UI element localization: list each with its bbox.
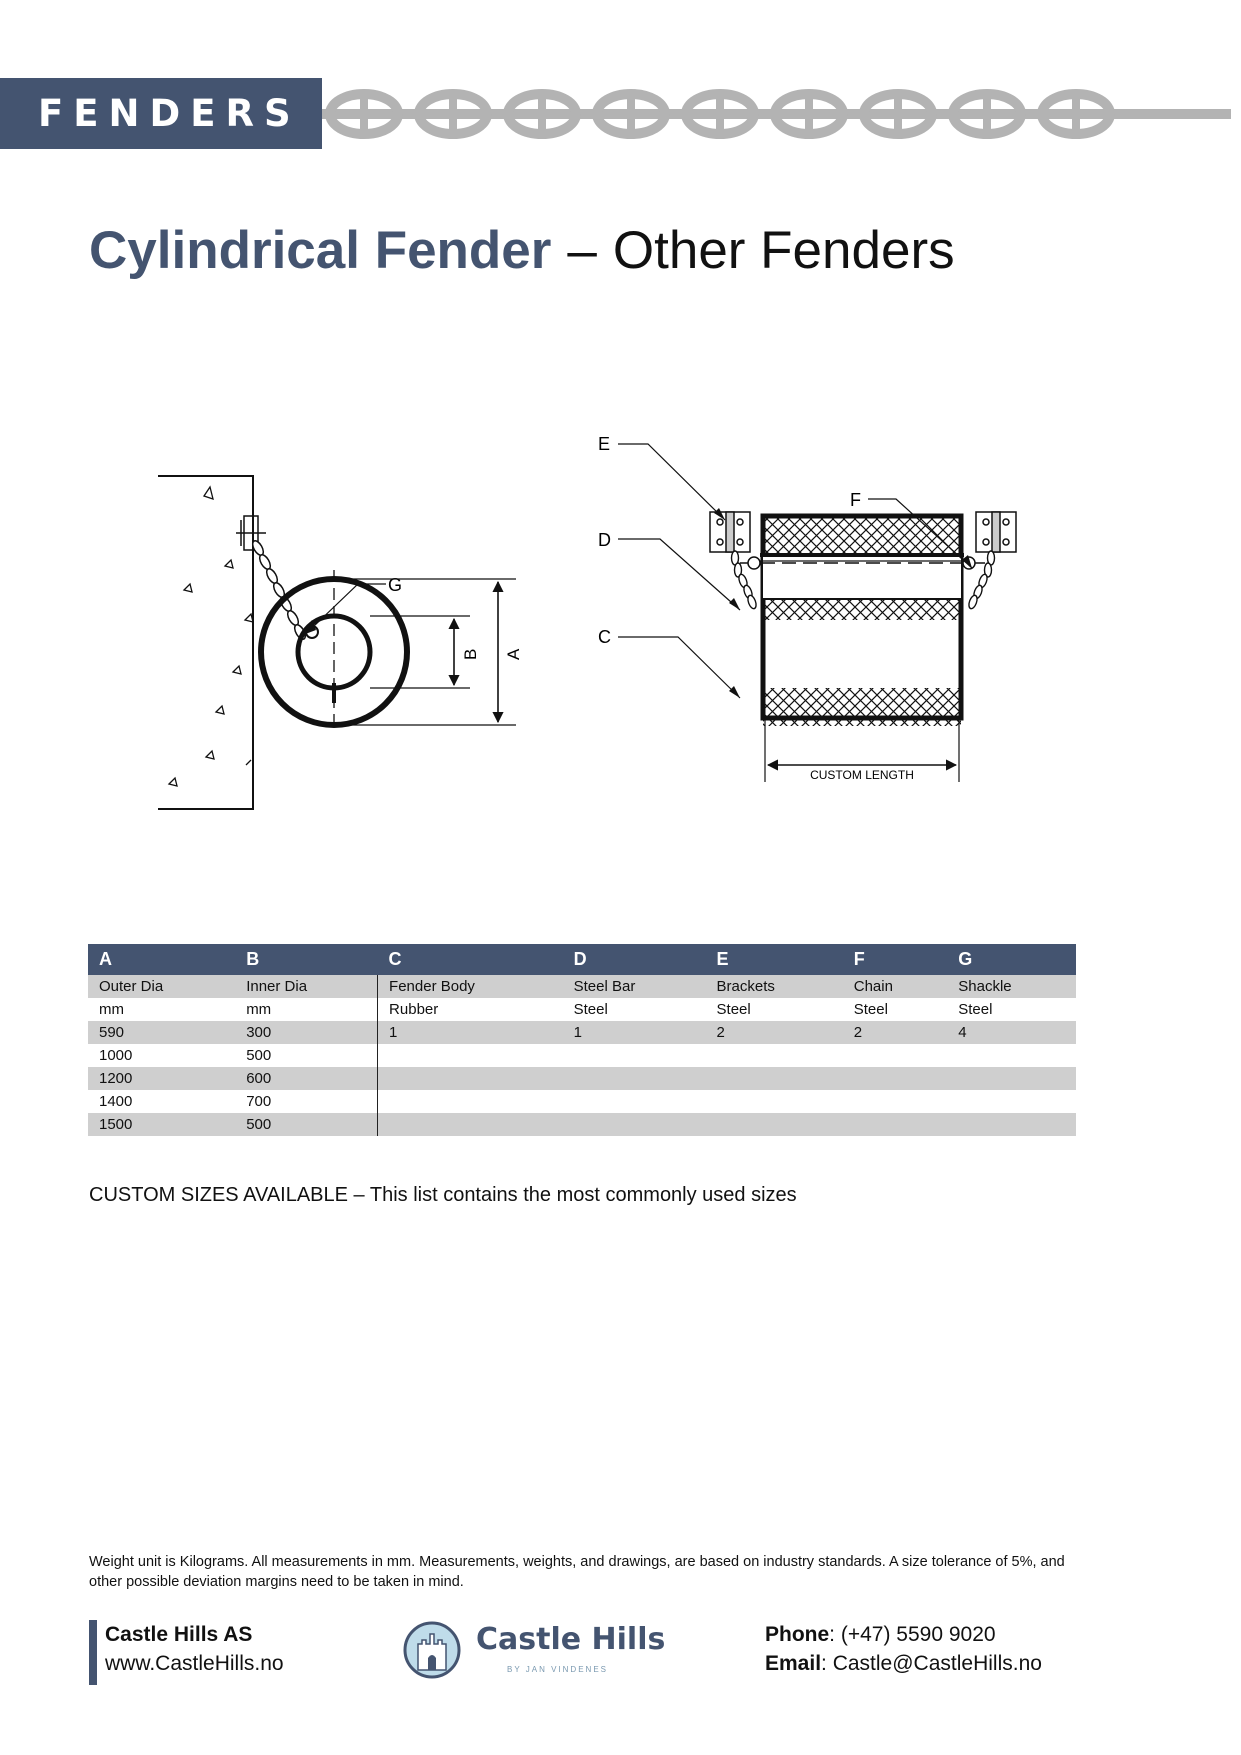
table-cell: 1 bbox=[378, 1021, 563, 1044]
specification-table bbox=[88, 944, 1076, 1136]
table-cell: 300 bbox=[235, 1021, 377, 1044]
product-name: Cylindrical Fender bbox=[89, 221, 552, 280]
table-cell bbox=[378, 1113, 563, 1136]
label-f: F bbox=[850, 490, 861, 510]
table-cell: Steel bbox=[853, 1001, 888, 1018]
table-cell: Inner Dia bbox=[235, 975, 377, 998]
dimension-lines bbox=[334, 579, 516, 725]
logo-text: Castle Hills bbox=[476, 1622, 666, 1657]
table-cell: 1500 bbox=[88, 1113, 235, 1136]
cylindrical-fender-side-view bbox=[740, 516, 985, 726]
technical-drawing bbox=[140, 420, 1060, 820]
table-cell bbox=[378, 1044, 563, 1067]
chain-decoration bbox=[322, 82, 1231, 146]
table-cell: 1000 bbox=[99, 1047, 133, 1064]
table-header-letters bbox=[88, 944, 1076, 975]
chain-link-stud bbox=[716, 96, 724, 132]
product-category: Other Fenders bbox=[612, 221, 955, 280]
chain-link-stud bbox=[983, 96, 991, 132]
chain-link-stud bbox=[627, 96, 635, 132]
table-cell bbox=[843, 1044, 948, 1067]
table-cell bbox=[563, 1067, 706, 1090]
table-row bbox=[88, 1090, 1076, 1113]
label-e: E bbox=[598, 434, 611, 454]
table-header-units bbox=[88, 998, 1076, 1021]
table-cell bbox=[947, 1090, 1076, 1113]
label-b: B bbox=[461, 648, 480, 660]
table-cell bbox=[843, 1090, 948, 1113]
table-cell bbox=[843, 1067, 948, 1090]
table-cell bbox=[378, 1090, 563, 1113]
heading-dash: – bbox=[567, 221, 597, 280]
table-cell: Shackle bbox=[947, 975, 1076, 998]
table-cell bbox=[563, 1090, 706, 1113]
table-cell: 500 bbox=[235, 1113, 377, 1136]
table-cell: mm bbox=[246, 1001, 272, 1018]
table-cell: Steel bbox=[573, 1001, 608, 1018]
table-cell: Rubber bbox=[378, 998, 563, 1021]
table-cell: 1400 bbox=[99, 1093, 133, 1110]
chain-link-stud bbox=[538, 96, 546, 132]
label-g: G bbox=[388, 575, 403, 595]
table-cell: F bbox=[843, 944, 948, 975]
disclaimer-text: Weight unit is Kilograms. All measurements in mm. Measurements, weights, and drawings, are based on industry standards. A size tolerance of 5%, and other possible deviation margins need to be taken in mind. bbox=[89, 1554, 1065, 1590]
table-cell: Chain bbox=[843, 975, 948, 998]
table-cell: D bbox=[563, 944, 706, 975]
company-name: Castle Hills AS bbox=[105, 1623, 253, 1646]
table-cell bbox=[706, 1090, 843, 1113]
table-cell: Steel Bar bbox=[563, 975, 706, 998]
chain-link-stud bbox=[1072, 96, 1080, 132]
table-row bbox=[88, 1044, 1076, 1067]
quay-wall bbox=[158, 476, 253, 809]
castle-logo-icon bbox=[402, 1620, 462, 1680]
email-address[interactable]: : Castle@CastleHills.no bbox=[821, 1652, 1042, 1675]
label-c: C bbox=[598, 627, 611, 647]
table-cell: 1 bbox=[563, 1021, 706, 1044]
email-label: Email bbox=[765, 1652, 822, 1675]
table-cell: 500 bbox=[246, 1047, 272, 1064]
footer-accent-bar bbox=[89, 1620, 97, 1685]
contact-info bbox=[765, 1620, 1042, 1678]
table-cell bbox=[706, 1067, 843, 1090]
label-a: A bbox=[504, 648, 523, 660]
table-header-names bbox=[88, 975, 1076, 998]
table-cell: 2 bbox=[843, 1021, 948, 1044]
chain-link-stud bbox=[449, 96, 457, 132]
table-row bbox=[88, 1113, 1076, 1136]
table-cell: mm bbox=[99, 1001, 124, 1018]
chain-link-stud bbox=[894, 96, 902, 132]
table-cell: 590 bbox=[88, 1021, 235, 1044]
phone-number[interactable]: : (+47) 5590 9020 bbox=[829, 1623, 996, 1646]
page-heading bbox=[89, 220, 955, 281]
table-cell: 700 bbox=[246, 1093, 272, 1110]
table-cell bbox=[563, 1044, 706, 1067]
table-row bbox=[88, 1067, 1076, 1090]
table-cell: A bbox=[88, 944, 235, 975]
label-d: D bbox=[598, 530, 611, 550]
table-cell: E bbox=[706, 944, 843, 975]
section-title: FENDERS bbox=[38, 92, 301, 135]
bracket-right bbox=[976, 512, 1016, 552]
table-cell: 1200 bbox=[88, 1067, 235, 1090]
table-cell: B bbox=[235, 944, 377, 975]
phone-label: Phone bbox=[765, 1623, 830, 1646]
table-cell bbox=[563, 1113, 706, 1136]
company-info bbox=[105, 1620, 284, 1678]
section-banner bbox=[0, 78, 322, 149]
custom-sizes-note: CUSTOM SIZES AVAILABLE – This list contains the most commonly used sizes bbox=[89, 1184, 797, 1206]
table-cell bbox=[947, 1067, 1076, 1090]
table-cell bbox=[843, 1113, 948, 1136]
company-logo bbox=[402, 1618, 666, 1688]
logo-subtext: BY JAN VINDENES bbox=[507, 1665, 608, 1674]
phone-line bbox=[765, 1620, 1042, 1649]
table-cell: Fender Body bbox=[378, 975, 563, 998]
label-custom-length: CUSTOM LENGTH bbox=[810, 768, 914, 782]
table-cell: Brackets bbox=[706, 975, 843, 998]
table-cell: 600 bbox=[235, 1067, 377, 1090]
table-cell: Steel bbox=[958, 1001, 993, 1018]
table-cell: C bbox=[378, 944, 563, 975]
table-cell bbox=[706, 1044, 843, 1067]
table-cell bbox=[947, 1044, 1076, 1067]
company-website[interactable]: www.CastleHills.no bbox=[105, 1652, 284, 1675]
table-row bbox=[88, 1021, 1076, 1044]
table-cell: G bbox=[947, 944, 1076, 975]
table-cell bbox=[378, 1067, 563, 1090]
email-line bbox=[765, 1649, 1042, 1678]
chain-link-stud bbox=[805, 96, 813, 132]
bracket-left bbox=[710, 512, 750, 552]
table-cell: 4 bbox=[947, 1021, 1076, 1044]
table-cell: Outer Dia bbox=[88, 975, 235, 998]
table-cell bbox=[706, 1113, 843, 1136]
table-cell bbox=[947, 1113, 1076, 1136]
chain-link-stud bbox=[360, 96, 368, 132]
table-cell: 2 bbox=[706, 1021, 843, 1044]
table-cell: Steel bbox=[716, 1001, 751, 1018]
